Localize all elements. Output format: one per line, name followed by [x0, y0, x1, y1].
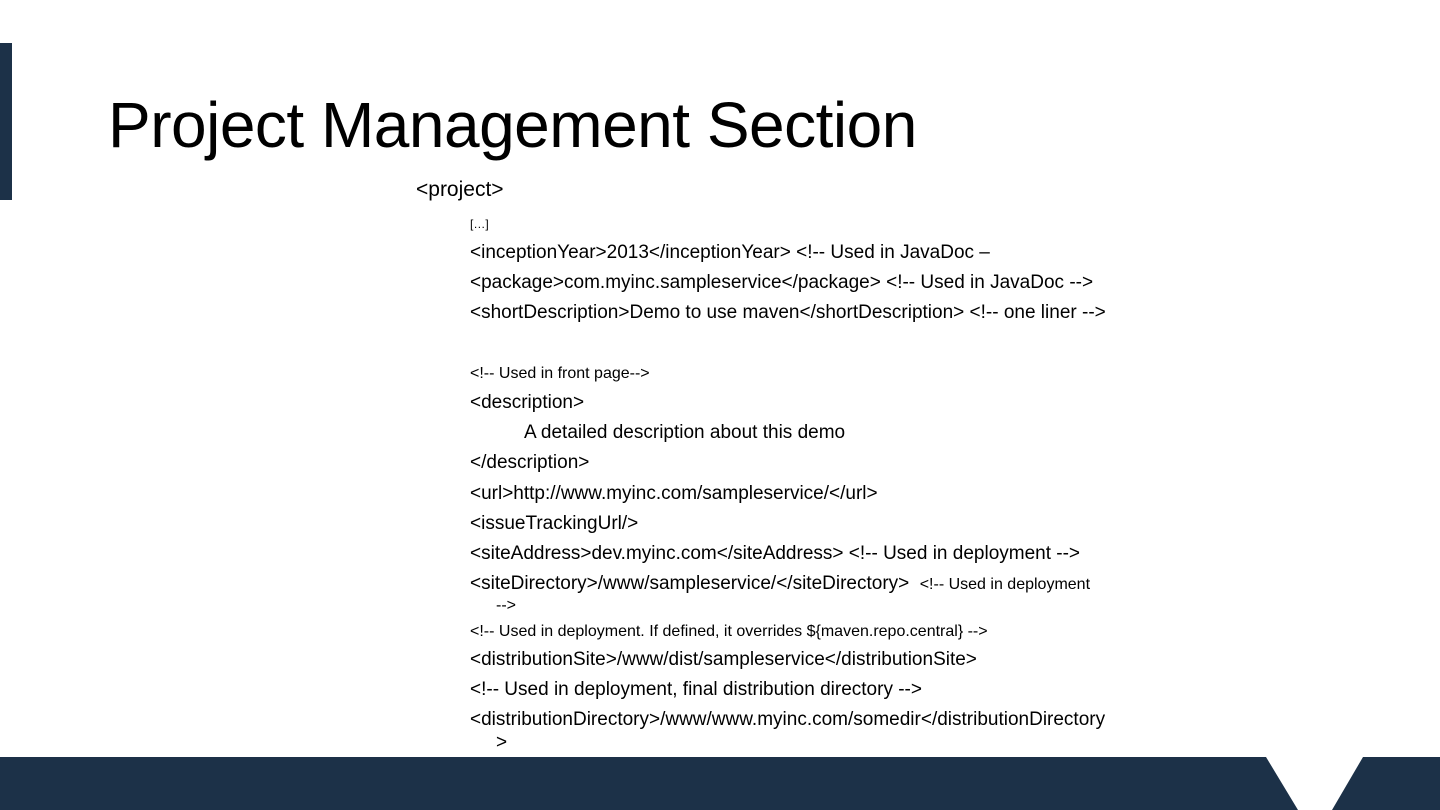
- code-line-deployment-override-comment: <!-- Used in deployment. If defined, it overrides ${maven.repo.central} -->: [470, 623, 988, 640]
- site-directory-tag: <siteDirectory>/www/sampleservice/</siteDirectory>: [470, 573, 910, 594]
- site-directory-comment-end: [470, 597, 516, 615]
- slide-title: Project Management Section: [108, 89, 917, 161]
- code-line-description-open: <description>: [470, 392, 585, 413]
- code-line-site-address: <siteAddress>dev.myinc.com</siteAddress> <!-- Used in deployment -->: [470, 543, 1081, 564]
- distribution-directory-continuation: >: [496, 732, 508, 753]
- code-line-distribution-directory: <distributionDirectory>/www/www.myinc.com/somedir</distributionDirectory: [470, 709, 1106, 730]
- code-line-description-text: A detailed description about this demo: [524, 422, 846, 443]
- code-line-ellipsis: […]: [470, 217, 489, 231]
- code-line-url: <url>http://www.myinc.com/sampleservice/</url>: [470, 483, 878, 504]
- code-line-description-close: </description>: [470, 452, 590, 473]
- accent-bar: [0, 43, 12, 200]
- code-line-front-page-comment: <!-- Used in front page-->: [470, 365, 650, 382]
- code-line-project-open: <project>: [416, 178, 504, 201]
- site-directory-comment: <!-- Used in deployment: [919, 576, 1091, 593]
- code-line-issue-tracking-url: <issueTrackingUrl/>: [470, 513, 639, 534]
- footer-band: [0, 757, 1440, 810]
- site-directory-comment-continuation: -->: [496, 597, 516, 614]
- code-line-distribution-site: <distributionSite>/www/dist/sampleservice</distributionSite>: [470, 649, 977, 670]
- code-line-inception-year: <inceptionYear>2013</inceptionYear> <!-- Used in JavaDoc –: [470, 242, 990, 263]
- code-line-package: <package>com.myinc.sampleservice</package> <!-- Used in JavaDoc -->: [470, 272, 1094, 293]
- code-line-short-description: <shortDescription>Demo to use maven</shortDescription> <!-- one liner -->: [470, 302, 1106, 323]
- code-line-final-distribution-comment: <!-- Used in deployment, final distribution directory -->: [470, 679, 922, 700]
- code-line-site-directory: [470, 573, 1090, 595]
- code-line-distribution-directory-end: [470, 732, 507, 754]
- footer-shape: [0, 757, 1440, 810]
